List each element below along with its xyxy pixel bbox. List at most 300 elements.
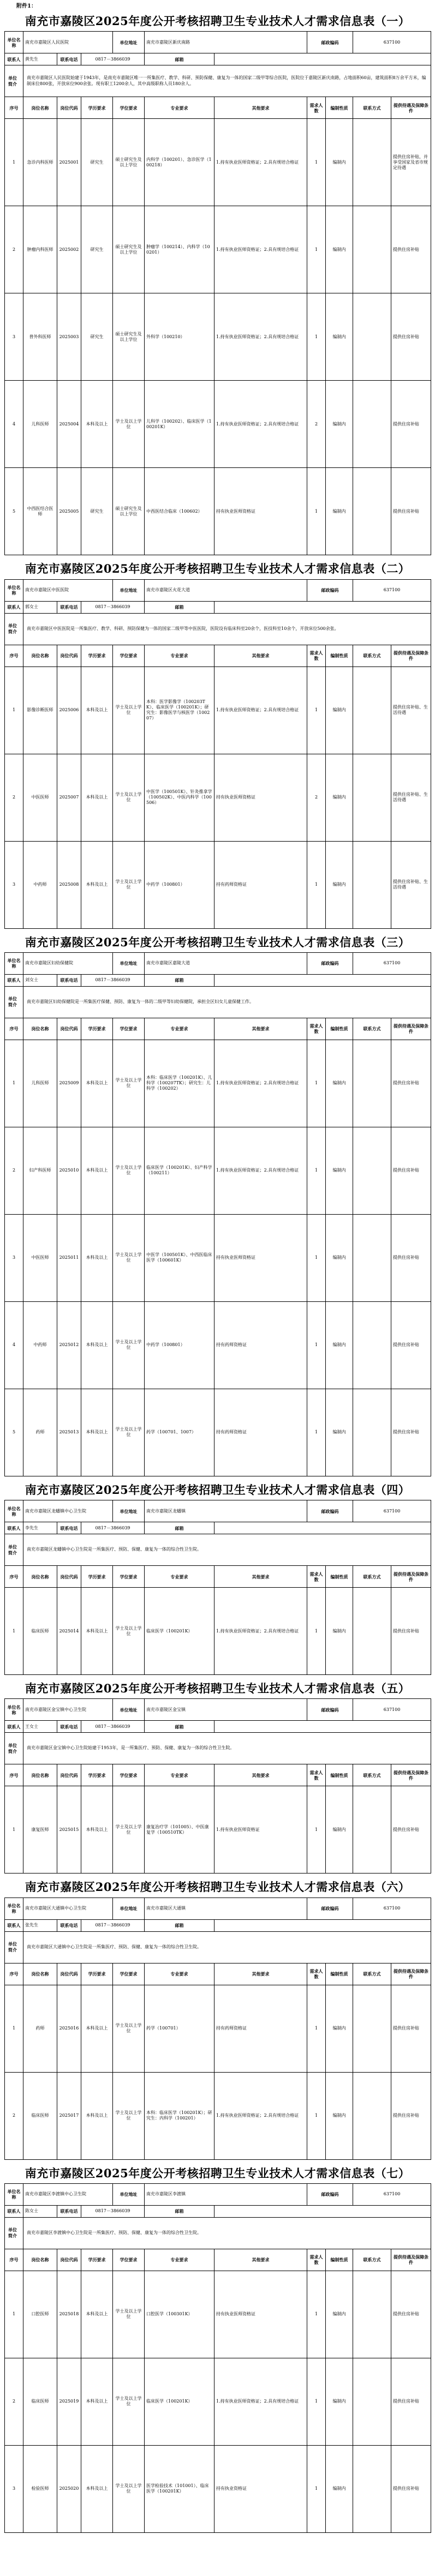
row-edu: 本科及以上 (81, 2445, 113, 2532)
seq-header: 序号 (5, 1566, 23, 1588)
row-post-code: 2025019 (57, 2358, 81, 2445)
row-seq: 5 (5, 1389, 23, 1476)
other-header: 其他要求 (214, 1963, 307, 1985)
section-title: 南充市嘉陵区2025年度公开考核招聘卫生专业技术人才需求信息表（六） (25, 1880, 410, 1894)
contact-label: 联系人 (5, 1919, 23, 1931)
intro-label: 单位简介 (5, 1733, 23, 1764)
intro-label: 单位简介 (5, 613, 23, 645)
treatment-header: 提供待遇及保障条件 (391, 1566, 431, 1588)
row-seq: 1 (5, 1588, 23, 1675)
phone-label: 联系电话 (57, 974, 81, 986)
row-other: 1.持有执业医师资格证；2.具有规培合格证 (214, 381, 307, 468)
treatment-header: 提供待遇及保障条件 (391, 1764, 431, 1786)
row-seq: 2 (5, 2358, 23, 2445)
row-other: 持有药师资格证 (214, 1389, 307, 1476)
other-header: 其他要求 (214, 645, 307, 666)
post-code-header: 岗位代码 (57, 1764, 81, 1786)
row-other: 1.持有执业医师资格证；2.具有规培合格证 (214, 666, 307, 754)
row-treatment: 提供住房补贴 (391, 2072, 431, 2159)
email-label: 邮箱 (145, 1721, 214, 1733)
row-contact-way (353, 206, 391, 293)
contact-value: 张先生 (23, 1919, 57, 1931)
row-contact-way (353, 1786, 391, 1874)
post-code-header: 岗位代码 (57, 2249, 81, 2271)
unit-name-value: 南充市嘉陵区龙蟠镇中心卫生院 (23, 1500, 113, 1522)
email-label: 邮箱 (145, 1522, 214, 1534)
row-major: 中医学（100501K）、针灸推拿学（100502K）、中医内科学（100506） (145, 754, 214, 841)
row-post-code: 2025006 (57, 666, 81, 754)
row-seq: 1 (5, 1985, 23, 2072)
row-contract: 编制内 (326, 2358, 353, 2445)
postcode-label: 邮政编码 (307, 579, 353, 601)
table-row (5, 1588, 431, 1675)
unit-addr-value: 南充市嘉陵区金宝镇 (145, 1699, 307, 1721)
unit-addr-value: 南充市嘉陵区龙蟠镇 (145, 1500, 307, 1522)
row-degree: 学士及以上学位 (113, 1786, 145, 1874)
row-degree: 学士及以上学位 (113, 1040, 145, 1127)
major-header: 专业要求 (145, 97, 214, 119)
row-edu: 研究生 (81, 119, 113, 206)
table-row (5, 2358, 431, 2445)
table-row (5, 1214, 431, 1301)
row-post-code: 2025004 (57, 381, 81, 468)
row-edu: 本科及以上 (81, 2358, 113, 2445)
treatment-header: 提供待遇及保障条件 (391, 645, 431, 666)
row-degree: 学士及以上学位 (113, 754, 145, 841)
row-degree: 硕士研究生及以上学位 (113, 206, 145, 293)
row-major: 儿科学（100202）、临床医学（100201K） (145, 381, 214, 468)
row-edu: 本科及以上 (81, 381, 113, 468)
treatment-header: 提供待遇及保障条件 (391, 1963, 431, 1985)
row-contact-way (353, 2072, 391, 2159)
post-code-header: 岗位代码 (57, 645, 81, 666)
row-major: 中药学（100801） (145, 1301, 214, 1389)
row-treatment: 提供住房补贴、生活待遇 (391, 666, 431, 754)
row-seq: 3 (5, 1214, 23, 1301)
row-num: 1 (307, 2072, 326, 2159)
row-edu: 本科及以上 (81, 2072, 113, 2159)
row-major: 康复治疗学（101005）、中医康复学（100510TK） (145, 1786, 214, 1874)
row-degree: 学士及以上学位 (113, 1389, 145, 1476)
row-num: 1 (307, 468, 326, 555)
email-value (214, 1522, 431, 1534)
row-degree: 学士及以上学位 (113, 1214, 145, 1301)
contact-label: 联系人 (5, 974, 23, 986)
contact-value: 王女士 (23, 1721, 57, 1733)
row-edu: 本科及以上 (81, 1214, 113, 1301)
row-num: 1 (307, 206, 326, 293)
table-row (5, 754, 431, 841)
unit-name-value: 南充市嘉陵区大通镇中心卫生院 (23, 1898, 113, 1919)
row-seq: 1 (5, 666, 23, 754)
row-post-code: 2025017 (57, 2072, 81, 2159)
phone-label: 联系电话 (57, 1721, 81, 1733)
row-post-name: 妇产科医师 (23, 1127, 57, 1214)
seq-header: 序号 (5, 645, 23, 666)
row-degree: 学士及以上学位 (113, 2358, 145, 2445)
row-degree: 学士及以上学位 (113, 2445, 145, 2532)
row-seq: 1 (5, 1786, 23, 1874)
contract-header: 编制性质 (326, 1764, 353, 1786)
row-treatment: 提供住房补贴 (391, 2271, 431, 2358)
contact-value: 黄先生 (23, 53, 57, 65)
row-other: 1.持有执业医师资格证；2.具有规培合格证 (214, 2072, 307, 2159)
row-degree: 学士及以上学位 (113, 1588, 145, 1675)
edu-header: 学历要求 (81, 1963, 113, 1985)
contact-value: 李先生 (23, 1522, 57, 1534)
unit-addr-label: 单位地址 (113, 1500, 145, 1522)
row-contact-way (353, 1214, 391, 1301)
row-edu: 本科及以上 (81, 1301, 113, 1389)
phone-value: 0817－3866039 (81, 974, 145, 986)
postcode-label: 邮政编码 (307, 1898, 353, 1919)
row-contact-way (353, 119, 391, 206)
postcode-label: 邮政编码 (307, 1699, 353, 1721)
row-contract: 编制内 (326, 119, 353, 206)
recruitment-table-section (4, 1678, 431, 1874)
postcode-label: 邮政编码 (307, 952, 353, 974)
row-post-code: 2025020 (57, 2445, 81, 2532)
row-contact-way (353, 1040, 391, 1127)
unit-intro-text: 南充市嘉陵区人民医院始建于1943年，是南充市嘉陵区唯一一所集医疗、教学、科研、预防保健、康复为一体的国家二级甲等综合医院，医院位于嘉陵区新庆南路，占地面积60亩，建筑面积8万余平方米，编制床位800张，开放床位900余张。现有职工1200余人，其中高级职称人员180余人。 (23, 65, 431, 97)
row-other: 1.持有执业医师资格证；2.具有规培合格证 (214, 119, 307, 206)
unit-name-value: 南充市嘉陵区金宝镇中心卫生院 (23, 1699, 113, 1721)
row-num: 1 (307, 666, 326, 754)
recruitment-table (4, 2183, 431, 2533)
other-header: 其他要求 (214, 1566, 307, 1588)
row-degree: 学士及以上学位 (113, 2072, 145, 2159)
row-edu: 本科及以上 (81, 1985, 113, 2072)
contact-value: 郭女士 (23, 601, 57, 613)
phone-value: 0817－3866039 (81, 601, 145, 613)
row-contract: 编制内 (326, 468, 353, 555)
row-major: 本科：临床医学（100201K）；研究生：内科学（100201） (145, 2072, 214, 2159)
num-header: 需求人数 (307, 1963, 326, 1985)
row-contract: 编制内 (326, 381, 353, 468)
email-label: 邮箱 (145, 1919, 214, 1931)
intro-label: 单位简介 (5, 1534, 23, 1566)
row-other: 持有执业资格证 (214, 2445, 307, 2532)
unit-name-value: 南充市嘉陵区李渡镇中心卫生院 (23, 2183, 113, 2205)
phone-value: 0817－3866039 (81, 1721, 145, 1733)
unit-intro-text: 南充市嘉陵区大通镇中心卫生院是一所集医疗、预防、保健、康复为一体的综合性卫生院。 (23, 1931, 431, 1963)
row-degree: 学士及以上学位 (113, 2271, 145, 2358)
row-treatment: 提供住房补贴，并享受国家及省市规定待遇 (391, 119, 431, 206)
row-contract: 编制内 (326, 1786, 353, 1874)
email-value (214, 1919, 431, 1931)
unit-addr-value: 南充市嘉陵区火花大道 (145, 579, 307, 601)
row-num: 2 (307, 381, 326, 468)
row-seq: 2 (5, 1127, 23, 1214)
row-contact-way (353, 381, 391, 468)
row-post-name: 中医医师 (23, 1214, 57, 1301)
row-num: 1 (307, 2445, 326, 2532)
row-num: 1 (307, 1389, 326, 1476)
major-header: 专业要求 (145, 1566, 214, 1588)
unit-addr-value: 南充市嘉陵区嘉陵大道 (145, 952, 307, 974)
row-post-code: 2025015 (57, 1786, 81, 1874)
row-other: 1.持有执业医师资格证；2.具有规培合格证 (214, 206, 307, 293)
table-row (5, 1389, 431, 1476)
row-degree: 学士及以上学位 (113, 841, 145, 928)
unit-name-label: 单位名称 (5, 1898, 23, 1919)
post-name-header: 岗位名称 (23, 645, 57, 666)
row-other: 1.持有执业医师资格证；2.具有规培合格证 (214, 1588, 307, 1675)
row-contract: 编制内 (326, 206, 353, 293)
table-row (5, 119, 431, 206)
row-edu: 研究生 (81, 293, 113, 381)
edu-header: 学历要求 (81, 97, 113, 119)
row-post-name: 中西医结合医师 (23, 468, 57, 555)
recruitment-table (4, 952, 431, 1476)
table-row (5, 293, 431, 381)
degree-header: 学位要求 (113, 1018, 145, 1040)
num-header: 需求人数 (307, 1018, 326, 1040)
phone-label: 联系电话 (57, 2205, 81, 2217)
unit-intro-text: 南充市嘉陵区中医医院是一所集医疗、教学、科研、预防保健为一体的国家二级甲等中医医院，医院设有临床科室20余个，医技科室10余个，开放床位500余张。 (23, 613, 431, 645)
contact-way-header: 联系方式 (353, 2249, 391, 2271)
row-seq: 5 (5, 468, 23, 555)
row-post-name: 中医医师 (23, 754, 57, 841)
row-edu: 本科及以上 (81, 1127, 113, 1214)
row-treatment: 提供住房补贴 (391, 2445, 431, 2532)
row-treatment: 提供住房补贴 (391, 206, 431, 293)
contract-header: 编制性质 (326, 1566, 353, 1588)
row-edu: 本科及以上 (81, 1588, 113, 1675)
row-contract: 编制内 (326, 841, 353, 928)
table-row (5, 381, 431, 468)
row-contact-way (353, 754, 391, 841)
row-contact-way (353, 666, 391, 754)
row-other: 1.持有执业医师资格证 (214, 1786, 307, 1874)
row-post-code: 2025005 (57, 468, 81, 555)
row-seq: 3 (5, 841, 23, 928)
row-num: 1 (307, 2271, 326, 2358)
degree-header: 学位要求 (113, 645, 145, 666)
row-post-code: 2025002 (57, 206, 81, 293)
row-degree: 学士及以上学位 (113, 666, 145, 754)
treatment-header: 提供待遇及保障条件 (391, 2249, 431, 2271)
phone-value: 0817－3866039 (81, 1522, 145, 1534)
major-header: 专业要求 (145, 1764, 214, 1786)
row-contact-way (353, 2445, 391, 2532)
section-title: 南充市嘉陵区2025年度公开考核招聘卫生专业技术人才需求信息表（二） (25, 562, 410, 576)
row-contract: 编制内 (326, 1301, 353, 1389)
unit-intro-text: 南充市嘉陵区李渡镇中心卫生院是一所集医疗、预防、保健、康复为一体的综合性卫生院。 (23, 2217, 431, 2249)
degree-header: 学位要求 (113, 1963, 145, 1985)
section-title: 南充市嘉陵区2025年度公开考核招聘卫生专业技术人才需求信息表（四） (25, 1482, 410, 1497)
num-header: 需求人数 (307, 1764, 326, 1786)
unit-addr-value: 南充市嘉陵区李渡镇 (145, 2183, 307, 2205)
row-contract: 编制内 (326, 2271, 353, 2358)
phone-value: 0817－3866039 (81, 53, 145, 65)
unit-addr-label: 单位地址 (113, 1898, 145, 1919)
row-major: 本科：医学影像学（100203TK）、临床医学（100201K）；研究生：影像医学与核医学（100207） (145, 666, 214, 754)
unit-intro-text: 南充市嘉陵区金宝镇中心卫生院始建于1953年，是一所集医疗、预防、保健、康复为一体的综合性卫生院。 (23, 1733, 431, 1764)
row-contact-way (353, 1389, 391, 1476)
contact-way-header: 联系方式 (353, 1566, 391, 1588)
row-major: 中药学（100801） (145, 841, 214, 928)
row-major: 中医学（100501K）、中西医临床医学（100601K） (145, 1214, 214, 1301)
postcode-value: 637100 (353, 1500, 431, 1522)
row-contract: 编制内 (326, 754, 353, 841)
row-post-code: 2025011 (57, 1214, 81, 1301)
row-major: 外科学（100210） (145, 293, 214, 381)
recruitment-table-section (4, 2163, 431, 2533)
edu-header: 学历要求 (81, 1018, 113, 1040)
seq-header: 序号 (5, 1764, 23, 1786)
unit-name-value: 南充市嘉陵区中医医院 (23, 579, 113, 601)
unit-addr-label: 单位地址 (113, 579, 145, 601)
row-major: 药学（100701、1007） (145, 1389, 214, 1476)
table-row (5, 2271, 431, 2358)
row-contract: 编制内 (326, 293, 353, 381)
recruitment-table (4, 31, 431, 555)
degree-header: 学位要求 (113, 2249, 145, 2271)
phone-label: 联系电话 (57, 1522, 81, 1534)
table-row (5, 1786, 431, 1874)
other-header: 其他要求 (214, 2249, 307, 2271)
table-row (5, 666, 431, 754)
row-contract: 编制内 (326, 2072, 353, 2159)
row-seq: 4 (5, 1301, 23, 1389)
degree-header: 学位要求 (113, 97, 145, 119)
row-edu: 本科及以上 (81, 1389, 113, 1476)
row-degree: 学士及以上学位 (113, 1985, 145, 2072)
major-header: 专业要求 (145, 1963, 214, 1985)
row-post-code: 2025010 (57, 1127, 81, 1214)
num-header: 需求人数 (307, 645, 326, 666)
recruitment-table (4, 579, 431, 929)
row-treatment: 提供住房补贴 (391, 1588, 431, 1675)
row-post-name: 儿科医师 (23, 1040, 57, 1127)
table-row (5, 1301, 431, 1389)
row-degree: 硕士研究生及以上学位 (113, 119, 145, 206)
contact-label: 联系人 (5, 601, 23, 613)
degree-header: 学位要求 (113, 1764, 145, 1786)
major-header: 专业要求 (145, 645, 214, 666)
row-other: 持有药师资格证 (214, 841, 307, 928)
phone-label: 联系电话 (57, 53, 81, 65)
row-treatment: 提供住房补贴 (391, 1985, 431, 2072)
row-post-code: 2025012 (57, 1301, 81, 1389)
section-title: 南充市嘉陵区2025年度公开考核招聘卫生专业技术人才需求信息表（一） (25, 14, 410, 28)
email-label: 邮箱 (145, 974, 214, 986)
section-title: 南充市嘉陵区2025年度公开考核招聘卫生专业技术人才需求信息表（五） (25, 1682, 410, 1695)
row-treatment: 提供住房补贴、生活待遇 (391, 754, 431, 841)
unit-addr-label: 单位地址 (113, 2183, 145, 2205)
recruitment-table-section (4, 559, 431, 928)
unit-addr-value: 南充市嘉陵区大通镇 (145, 1898, 307, 1919)
row-contract: 编制内 (326, 1389, 353, 1476)
row-treatment: 提供住房补贴 (391, 381, 431, 468)
postcode-value: 637100 (353, 32, 431, 53)
table-row (5, 468, 431, 555)
unit-addr-label: 单位地址 (113, 32, 145, 53)
row-major: 临床医学（100201K） (145, 2358, 214, 2445)
row-contract: 编制内 (326, 1588, 353, 1675)
row-post-code: 2025013 (57, 1389, 81, 1476)
row-edu: 本科及以上 (81, 2271, 113, 2358)
row-post-name: 检验医师 (23, 2445, 57, 2532)
row-num: 1 (307, 293, 326, 381)
email-label: 邮箱 (145, 2205, 214, 2217)
row-seq: 2 (5, 206, 23, 293)
row-other: 持有药师资格证 (214, 1985, 307, 2072)
row-num: 1 (307, 841, 326, 928)
intro-label: 单位简介 (5, 2217, 23, 2249)
row-num: 1 (307, 1588, 326, 1675)
row-contact-way (353, 1985, 391, 2072)
row-post-name: 临床医师 (23, 2358, 57, 2445)
row-num: 2 (307, 754, 326, 841)
row-contact-way (353, 841, 391, 928)
row-num: 1 (307, 119, 326, 206)
post-name-header: 岗位名称 (23, 1566, 57, 1588)
row-contract: 编制内 (326, 1985, 353, 2072)
unit-name-value: 南充市嘉陵区妇幼保健院 (23, 952, 113, 974)
unit-addr-label: 单位地址 (113, 1699, 145, 1721)
other-header: 其他要求 (214, 97, 307, 119)
seq-header: 序号 (5, 1018, 23, 1040)
row-treatment: 提供住房补贴 (391, 1389, 431, 1476)
contract-header: 编制性质 (326, 645, 353, 666)
contract-header: 编制性质 (326, 1018, 353, 1040)
postcode-value: 637100 (353, 1699, 431, 1721)
row-post-name: 中药师 (23, 1301, 57, 1389)
row-contract: 编制内 (326, 2445, 353, 2532)
unit-intro-text: 南充市嘉陵区妇幼保健院是一所集医疗保健、预防、康复为一体的二级甲等妇幼保健院，承担全区妇女儿童保健工作。 (23, 986, 431, 1018)
row-post-code: 2025008 (57, 841, 81, 928)
recruitment-table-section (4, 11, 431, 555)
contact-label: 联系人 (5, 1522, 23, 1534)
post-name-header: 岗位名称 (23, 2249, 57, 2271)
row-post-code: 2025016 (57, 1985, 81, 2072)
post-name-header: 岗位名称 (23, 1764, 57, 1786)
row-num: 1 (307, 2358, 326, 2445)
email-label: 邮箱 (145, 53, 214, 65)
row-post-code: 2025003 (57, 293, 81, 381)
email-value (214, 53, 431, 65)
row-num: 1 (307, 1040, 326, 1127)
row-contact-way (353, 2271, 391, 2358)
row-treatment: 提供住房补贴 (391, 468, 431, 555)
row-other: 持有执业医师资格证 (214, 468, 307, 555)
row-treatment: 提供住房补贴 (391, 1301, 431, 1389)
postcode-value: 637100 (353, 579, 431, 601)
edu-header: 学历要求 (81, 2249, 113, 2271)
phone-value: 0817－3866039 (81, 1919, 145, 1931)
table-row (5, 2445, 431, 2532)
contact-label: 联系人 (5, 53, 23, 65)
recruitment-table-section (4, 1480, 431, 1675)
section-title: 南充市嘉陵区2025年度公开考核招聘卫生专业技术人才需求信息表（七） (25, 2166, 410, 2180)
contact-way-header: 联系方式 (353, 1018, 391, 1040)
row-seq: 1 (5, 1040, 23, 1127)
unit-addr-label: 单位地址 (113, 952, 145, 974)
row-major: 药学（100701） (145, 1985, 214, 2072)
row-post-name: 口腔医师 (23, 2271, 57, 2358)
edu-header: 学历要求 (81, 1566, 113, 1588)
postcode-label: 邮政编码 (307, 1500, 353, 1522)
row-other: 持有药师资格证 (214, 1301, 307, 1389)
postcode-value: 637100 (353, 952, 431, 974)
email-value (214, 974, 431, 986)
row-post-code: 2025009 (57, 1040, 81, 1127)
post-code-header: 岗位代码 (57, 1018, 81, 1040)
row-contact-way (353, 293, 391, 381)
row-post-name: 普外科医师 (23, 293, 57, 381)
